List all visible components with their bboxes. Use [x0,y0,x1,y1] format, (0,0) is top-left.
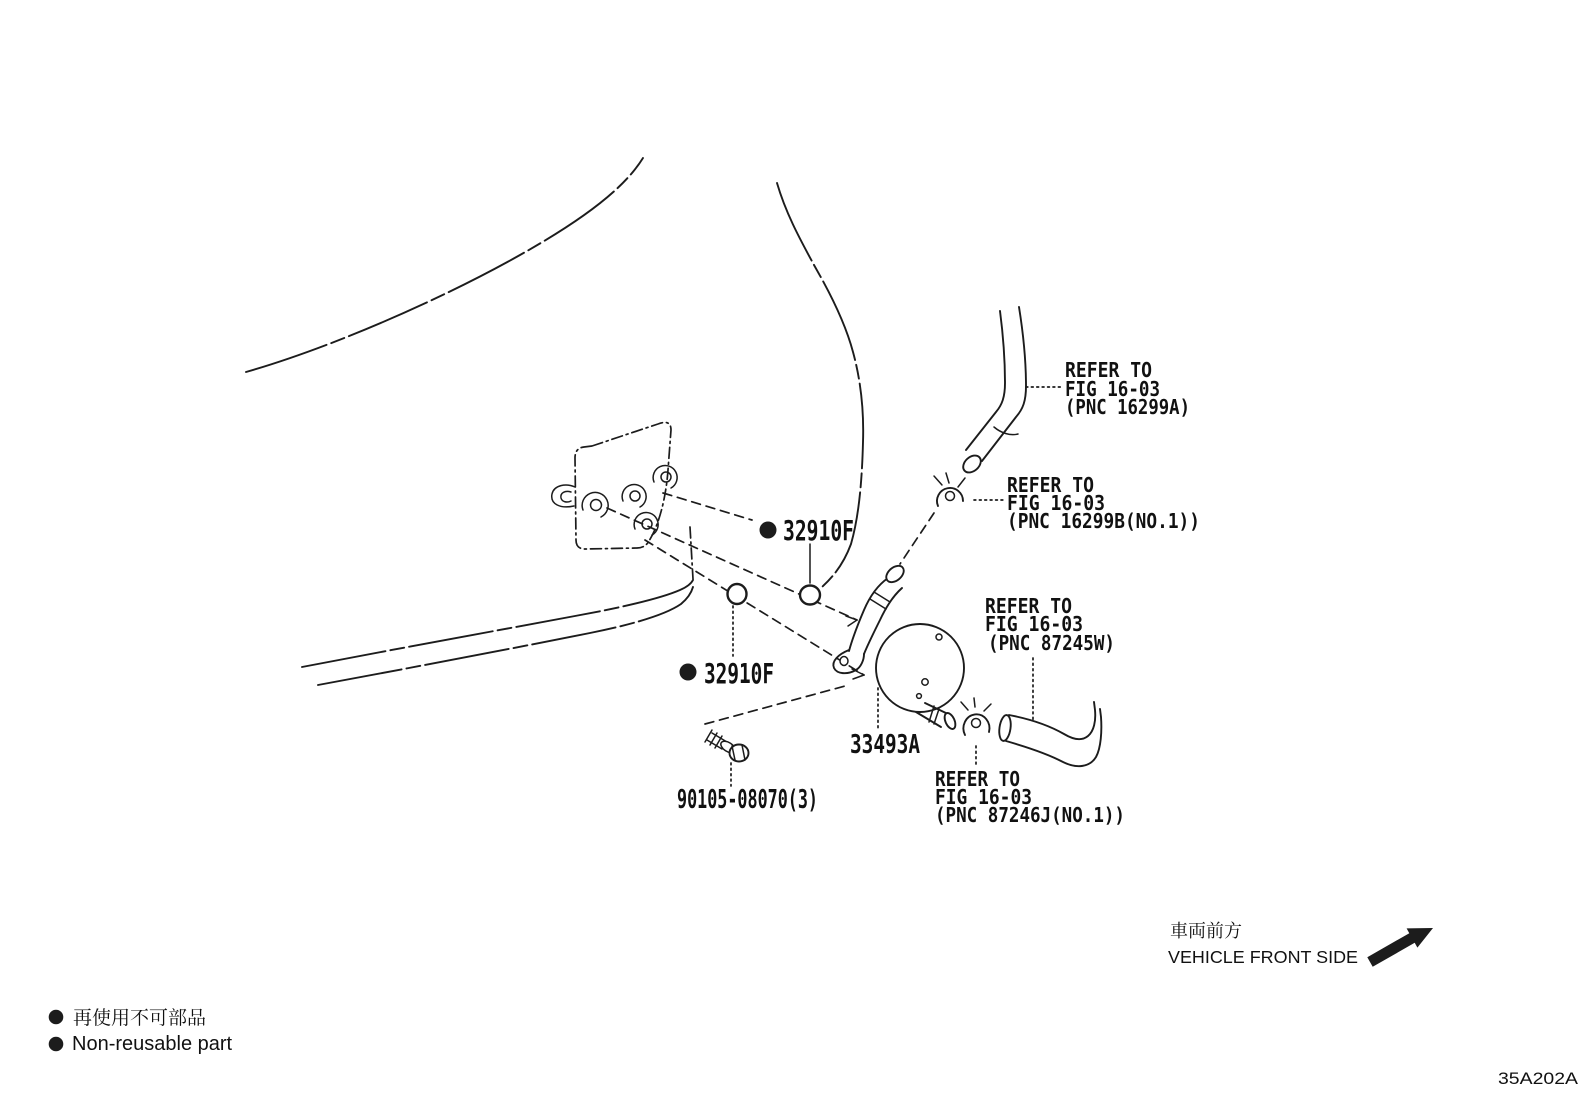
bolt-label: 90105-08070(3) [677,785,818,815]
bracket-hole-3 [653,466,677,488]
figure-code: 35A202A [1498,1070,1578,1088]
cooler-body-detail-3 [917,694,922,699]
oring-part-left [728,584,747,604]
cooler-flange-bolt-hole [840,657,848,666]
upper-hose-left-edge [966,311,1005,450]
oring-part-right [800,586,820,605]
ref-line: FIG 16-03 [1007,491,1105,515]
cooler-outlet-band-1 [929,706,934,722]
bracket-plate [552,422,677,549]
legend-jp: 再使用不可部品 [73,1008,207,1029]
vehicle-front-arrow-icon [1367,928,1433,967]
cooler-outlet-opening [942,711,957,730]
non-reusable-bullet-icon [49,1037,64,1052]
ref-block-clamp-lower [935,767,1125,827]
bracket-hole-2 [622,485,646,507]
cooler-pipe-collar-1 [874,592,890,602]
lower-hose-upper-edge [1009,702,1095,739]
non-reusable-bullet-icon [760,522,777,539]
legend-en: Non-reusable part [72,1033,233,1055]
legend [49,1007,233,1055]
flange-bolt [705,730,749,762]
cooler-pipe-opening [883,563,907,586]
bracket-centerline [690,527,693,579]
ref-block-hose-lower [985,594,1115,655]
lower-hose [998,702,1102,766]
projection-line-to-oring1-label [663,493,752,520]
ref-line: REFER TO [985,594,1072,618]
rocker-lower-line [318,587,693,685]
cooler-body-detail-1 [936,634,942,640]
bracket-hole-1 [582,492,608,517]
ref-block-hose-upper [1065,358,1190,419]
vehicle-body-outline [246,158,863,685]
vehicle-front-en: VEHICLE FRONT SIDE [1168,947,1358,967]
upper-hose-opening [960,452,984,476]
cooler-label: 33493A [850,730,921,760]
ref-line: (PNC 16299B(NO.1)) [1007,509,1200,533]
projection-line-clamp1-to-pipe [900,513,934,564]
vehicle-front-jp: 車両前方 [1170,921,1242,941]
lower-hose-opening [998,714,1013,741]
upper-hose-clamp [934,473,965,506]
upper-hose-right-edge [982,307,1026,461]
projection-arrowhead-pipe [846,616,857,626]
ref-line: (PNC 87246J(NO.1)) [935,803,1125,827]
oil-cooler-assembly [833,563,964,731]
ref-block-clamp-upper [1007,473,1200,533]
ref-line: FIG 16-03 [985,612,1083,636]
vehicle-front-indicator [1168,921,1433,967]
cooler-pipe-collar-2 [870,599,886,609]
non-reusable-bullet-icon [680,664,697,681]
body-hood-line [246,158,643,372]
bracket-left-tab-curl [561,491,571,502]
bracket-left-tab [552,485,575,507]
ref-line: (PNC 16299A) [1065,395,1190,419]
oring2-label: 32910F [704,657,774,690]
lower-hose-clamp [961,698,991,735]
ref-line: FIG 16-03 [1065,377,1160,401]
ref-line: REFER TO [1007,473,1094,497]
cooler-body-detail-2 [922,679,928,685]
ref-line: REFER TO [1065,358,1152,382]
ref-line: REFER TO [935,767,1020,791]
projection-line-bolt-to-cooler [705,686,845,724]
oring1-label: 32910F [783,514,854,547]
ref-line: FIG 16-03 [935,785,1032,809]
ref-line: (PNC 87245W) [988,631,1115,655]
upper-hose [960,307,1026,476]
cooler-outlet-band-2 [934,709,939,724]
non-reusable-bullet-icon [49,1010,64,1025]
